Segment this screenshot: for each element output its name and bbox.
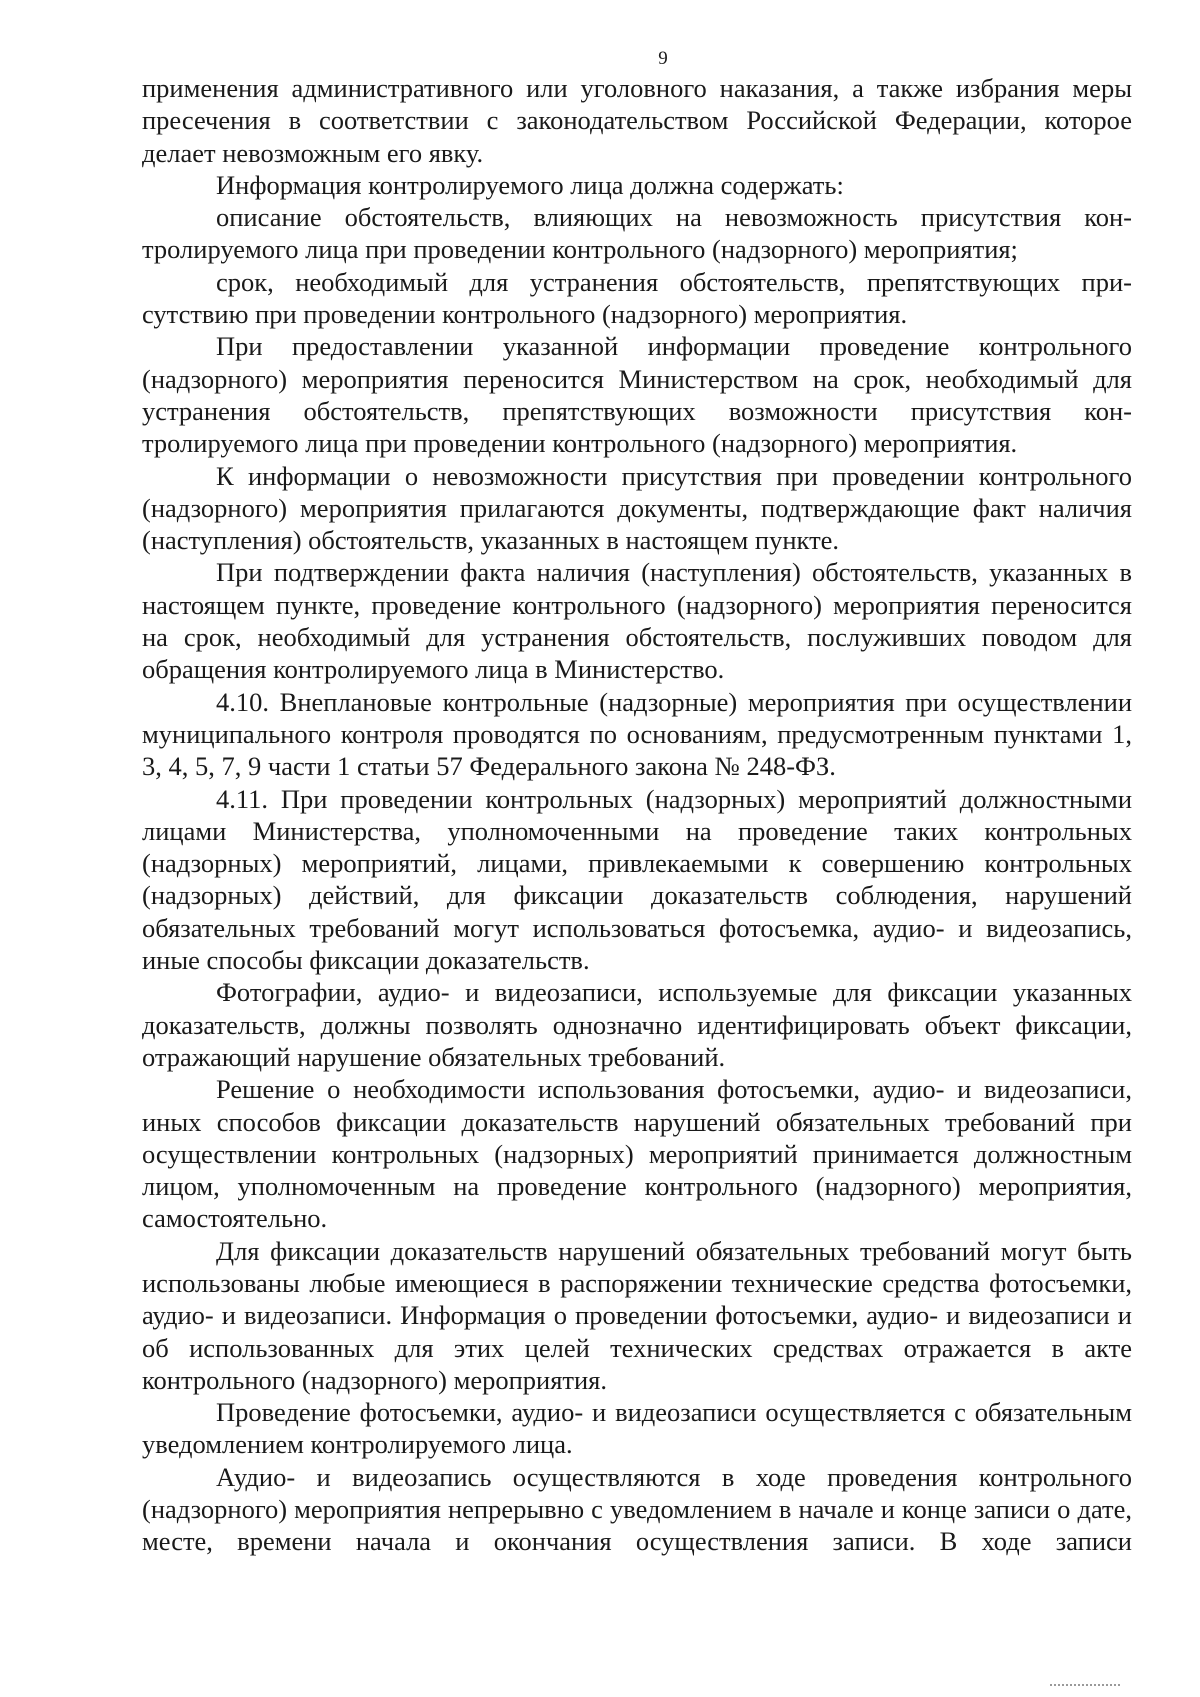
paragraph-confirmation: При подтверждении факта наличия (наступления) обстоятельств, указанных в настоящем пункте, проведение контрольного (надзорного) мероприятия переносится на срок, необходимый для устранения обстоятельств, послуживших поводом для обращения контролируемого лица в Министерство. — [142, 557, 1132, 685]
paragraph-postponement: При предоставлении указанной информации проведение контрольного (надзорного) мероприятия переносится Министерством на срок, необходимый для устранения обстоятельств, препятствующих возможности присутствия контролируемого лица при проведении контрольного (надзорного) мероприятия. — [142, 331, 1132, 459]
paragraph-photo-requirements: Фотографии, аудио- и видеозаписи, используемые для фиксации указанных доказательств, должны позволять однозначно идентифицировать объект фиксации, отражающий нарушение обязательных требований. — [142, 977, 1132, 1072]
page-number: 9 — [658, 48, 668, 69]
paragraph-continuation: применения административного или уголовного наказания, а также избрания меры пресечения в соответствии с законодательством Российской Федерации, которое делает невозможным его явку. — [142, 73, 1132, 168]
paragraph-clause-4-10: 4.10. Внеплановые контрольные (надзорные) мероприятия при осуществлении муниципального контроля проводятся по основаниям, предусмотренным пунктами 1, 3, 4, 5, 7, 9 части 1 статьи 57 Федерального закона № 248-ФЗ. — [142, 686, 1132, 782]
paragraph-clause-4-11: 4.11. При проведении контрольных (надзорных) мероприятий должностными лицами Министерства, уполномоченными на проведение таких контрольных (надзорных) мероприятий, лицами, привлекаемыми к совершению контрольных (надзорных) действий, для фиксации доказательств соблюдения, нарушений обязательных требований могут использоваться фотосъемка, аудио- и видеозапись, иные способы фиксации доказательств. — [142, 783, 1132, 976]
list-item-circumstances-description: описание обстоятельств, влияющих на невозможность присутствия контролируемого лица при проведении контрольного (надзорного) мероприятия; — [142, 202, 1132, 265]
paragraph-information-requirements: Информация контролируемого лица должна содержать: — [216, 169, 844, 200]
list-item-elimination-term: срок, необходимый для устранения обстоятельств, препятствующих присутствию при проведении контрольного (надзорного) мероприятия. — [142, 266, 1132, 330]
paragraph-notification: Проведение фотосъемки, аудио- и видеозаписи осуществляется с обязательным уведомлением контролируемого лица. — [142, 1397, 1132, 1460]
paragraph-decision: Решение о необходимости использования фотосъемки, аудио- и видеозаписи, иных способов фиксации доказательств нарушений обязательных требований при осуществлении контрольных (надзорных) мероприятий принимается должностным лицом, уполномоченным на проведение контрольного (надзорного) мероприятия, самостоятельно. — [142, 1074, 1132, 1234]
paragraph-supporting-documents: К информации о невозможности присутствия при проведении контрольного (надзорного) мероприятия прилагаются документы, подтверждающие факт наличия (наступления) обстоятельств, указанных в настоящем пункте. — [142, 460, 1132, 556]
paragraph-technical-means: Для фиксации доказательств нарушений обязательных требований могут быть использованы любые имеющиеся в распоряжении технические средства фотосъемки, аудио- и видеозаписи. Информация о проведении фотосъемки, аудио- и видеозаписи и об использованных для этих целей технических средствах отражается в акте контрольного (надзорного) мероприятия. — [142, 1235, 1132, 1395]
scan-artifact-mark — [1050, 1684, 1120, 1689]
paragraph-recording-continuous: Аудио- и видеозапись осуществляются в ходе проведения контрольного (надзорного) мероприятия непрерывно с уведомлением в начале и конце записи о дате, месте, времени начала и окончания осуществления записи. В ходе записи — [142, 1461, 1132, 1557]
document-page — [142, 48, 1132, 1558]
